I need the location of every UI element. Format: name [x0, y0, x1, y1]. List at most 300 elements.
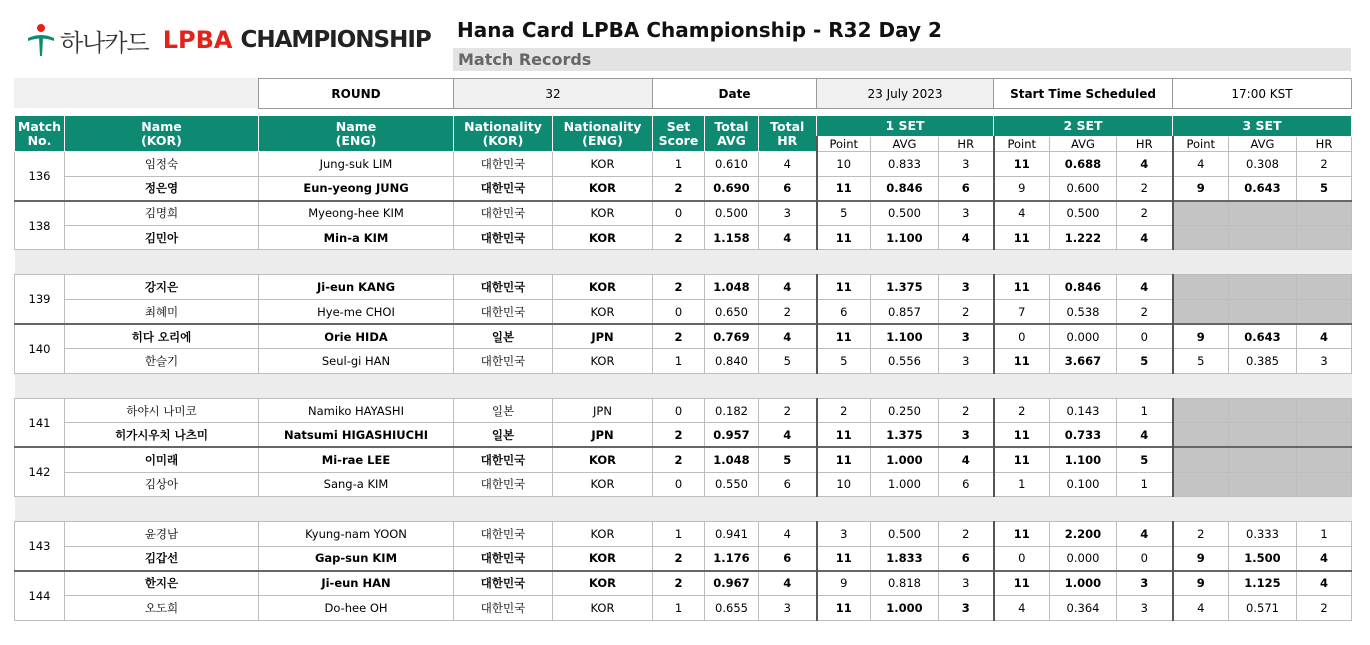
set3-avg: 1.125 — [1229, 571, 1297, 596]
logo-championship-text: CHAMPIONSHIP — [240, 27, 431, 53]
player-name-eng: Ji-eun HAN — [259, 571, 454, 596]
set2-avg: 0.733 — [1050, 423, 1117, 448]
total-avg: 1.176 — [705, 546, 759, 571]
logo-lpba-text: LPBA — [162, 26, 233, 54]
col-total-hr: Total HR — [759, 116, 817, 152]
set2-hr: 4 — [1117, 522, 1173, 547]
set1-point: 11 — [817, 225, 871, 250]
player-name-eng: Seul-gi HAN — [259, 349, 454, 374]
set2-point: 2 — [994, 398, 1050, 423]
total-hr: 2 — [759, 398, 817, 423]
total-avg: 0.655 — [705, 595, 759, 620]
total-hr: 5 — [759, 447, 817, 472]
set2-point: 4 — [994, 595, 1050, 620]
set1-avg: 1.000 — [871, 595, 939, 620]
set1-point: 2 — [817, 398, 871, 423]
set1-point: 6 — [817, 299, 871, 324]
table-row — [15, 299, 1352, 324]
total-avg: 0.957 — [705, 423, 759, 448]
nationality-kor: 대한민국 — [454, 595, 553, 620]
set2-point: 11 — [994, 349, 1050, 374]
set2-avg: 1.000 — [1050, 571, 1117, 596]
total-hr: 4 — [759, 522, 817, 547]
nationality-kor: 대한민국 — [454, 447, 553, 472]
player-name-kor: 한슬기 — [65, 349, 259, 374]
match-number: 142 — [15, 447, 65, 496]
group-separator — [15, 250, 1352, 275]
set1-point: 3 — [817, 522, 871, 547]
set2-avg: 0.500 — [1050, 201, 1117, 226]
set2-hr: 3 — [1117, 595, 1173, 620]
set1-point: 11 — [817, 546, 871, 571]
set1-avg: 0.500 — [871, 522, 939, 547]
col-total-avg: Total AVG — [705, 116, 759, 152]
set2-point: 1 — [994, 472, 1050, 497]
set2-hr: 1 — [1117, 472, 1173, 497]
set3-point: 4 — [1173, 152, 1229, 177]
player-name-kor: 김명희 — [65, 201, 259, 226]
set-score: 1 — [653, 522, 705, 547]
col-set1-hr: HR — [939, 137, 994, 152]
set3-empty-cell — [1229, 423, 1297, 448]
set3-hr: 4 — [1297, 546, 1352, 571]
set3-empty-cell — [1229, 447, 1297, 472]
set3-empty-cell — [1173, 201, 1229, 226]
set2-point: 11 — [994, 447, 1050, 472]
total-avg: 0.769 — [705, 324, 759, 349]
subtitle-bar — [453, 48, 1351, 71]
set3-avg: 0.643 — [1229, 324, 1297, 349]
total-hr: 4 — [759, 571, 817, 596]
set2-hr: 4 — [1117, 225, 1173, 250]
set2-point: 9 — [994, 176, 1050, 201]
set3-hr: 5 — [1297, 176, 1352, 201]
nationality-kor: 대한민국 — [454, 546, 553, 571]
total-avg: 0.610 — [705, 152, 759, 177]
set2-point: 11 — [994, 522, 1050, 547]
set1-hr: 3 — [939, 201, 994, 226]
player-name-eng: Natsumi HIGASHIUCHI — [259, 423, 454, 448]
set3-empty-cell — [1229, 299, 1297, 324]
nationality-kor: 일본 — [454, 324, 553, 349]
hana-logo-icon — [26, 23, 56, 57]
set3-hr: 1 — [1297, 522, 1352, 547]
start-time-label: Start Time Scheduled — [994, 79, 1173, 109]
nationality-eng: KOR — [553, 201, 653, 226]
total-hr: 6 — [759, 176, 817, 201]
set1-point: 11 — [817, 595, 871, 620]
table-row — [15, 447, 1352, 472]
total-hr: 4 — [759, 423, 817, 448]
set2-avg: 0.538 — [1050, 299, 1117, 324]
set2-hr: 0 — [1117, 546, 1173, 571]
set3-empty-cell — [1297, 225, 1352, 250]
player-name-eng: Namiko HAYASHI — [259, 398, 454, 423]
total-avg: 0.550 — [705, 472, 759, 497]
match-number: 136 — [15, 152, 65, 201]
total-hr: 3 — [759, 201, 817, 226]
table-row — [15, 472, 1352, 497]
set1-point: 10 — [817, 152, 871, 177]
col-set1-point: Point — [817, 137, 871, 152]
player-name-kor: 히다 오리에 — [65, 324, 259, 349]
set1-hr: 3 — [939, 152, 994, 177]
set-score: 2 — [653, 423, 705, 448]
set2-hr: 4 — [1117, 423, 1173, 448]
col-match-no: Match No. — [15, 116, 65, 152]
match-number: 140 — [15, 324, 65, 373]
page-title: Hana Card LPBA Championship - R32 Day 2 — [457, 18, 942, 42]
set2-point: 4 — [994, 201, 1050, 226]
table-row — [15, 201, 1352, 226]
player-name-eng: Gap-sun KIM — [259, 546, 454, 571]
total-avg: 1.158 — [705, 225, 759, 250]
set1-avg: 1.100 — [871, 225, 939, 250]
set3-empty-cell — [1173, 398, 1229, 423]
nationality-eng: JPN — [553, 324, 653, 349]
info-spacer — [14, 78, 258, 108]
nationality-eng: KOR — [553, 152, 653, 177]
set1-point: 11 — [817, 423, 871, 448]
total-hr: 4 — [759, 225, 817, 250]
set2-point: 11 — [994, 152, 1050, 177]
start-time-value: 17:00 KST — [1173, 79, 1352, 109]
nationality-kor: 대한민국 — [454, 349, 553, 374]
table-row — [15, 176, 1352, 201]
set3-empty-cell — [1297, 299, 1352, 324]
match-number: 144 — [15, 571, 65, 620]
set3-empty-cell — [1297, 472, 1352, 497]
set3-empty-cell — [1229, 225, 1297, 250]
set1-hr: 3 — [939, 595, 994, 620]
table-row — [15, 398, 1352, 423]
col-name-kor: Name (KOR) — [65, 116, 259, 152]
total-hr: 2 — [759, 299, 817, 324]
set1-hr: 4 — [939, 225, 994, 250]
player-name-kor: 정은영 — [65, 176, 259, 201]
set2-point: 0 — [994, 324, 1050, 349]
set1-hr: 2 — [939, 299, 994, 324]
player-name-eng: Myeong-hee KIM — [259, 201, 454, 226]
set1-hr: 3 — [939, 324, 994, 349]
nationality-kor: 일본 — [454, 423, 553, 448]
total-hr: 4 — [759, 152, 817, 177]
set1-avg: 0.833 — [871, 152, 939, 177]
set1-hr: 2 — [939, 398, 994, 423]
player-name-kor: 한지은 — [65, 571, 259, 596]
set2-avg: 0.688 — [1050, 152, 1117, 177]
table-row — [15, 595, 1352, 620]
total-hr: 6 — [759, 546, 817, 571]
set1-avg: 1.375 — [871, 275, 939, 300]
player-name-eng: Jung-suk LIM — [259, 152, 454, 177]
table-row — [15, 324, 1352, 349]
nationality-kor: 대한민국 — [454, 571, 553, 596]
set3-point: 9 — [1173, 324, 1229, 349]
total-hr: 6 — [759, 472, 817, 497]
player-name-eng: Mi-rae LEE — [259, 447, 454, 472]
col-set1-avg: AVG — [871, 137, 939, 152]
set3-avg: 0.571 — [1229, 595, 1297, 620]
nationality-eng: KOR — [553, 225, 653, 250]
set3-avg: 0.333 — [1229, 522, 1297, 547]
player-name-kor: 히가시우치 나츠미 — [65, 423, 259, 448]
set2-hr: 5 — [1117, 349, 1173, 374]
player-name-kor: 김민아 — [65, 225, 259, 250]
match-records-table — [14, 115, 1352, 621]
set1-hr: 3 — [939, 571, 994, 596]
set3-hr: 4 — [1297, 571, 1352, 596]
match-number: 138 — [15, 201, 65, 250]
set3-hr: 2 — [1297, 152, 1352, 177]
col-set-score: Set Score — [653, 116, 705, 152]
set3-empty-cell — [1229, 398, 1297, 423]
set3-avg: 0.385 — [1229, 349, 1297, 374]
set2-avg: 0.364 — [1050, 595, 1117, 620]
col-name-eng: Name (ENG) — [259, 116, 454, 152]
table-row — [15, 225, 1352, 250]
set1-point: 5 — [817, 201, 871, 226]
set2-hr: 5 — [1117, 447, 1173, 472]
col-nationality-kor: Nationality (KOR) — [454, 116, 553, 152]
set3-empty-cell — [1297, 447, 1352, 472]
col-set2-hr: HR — [1117, 137, 1173, 152]
player-name-eng: Orie HIDA — [259, 324, 454, 349]
set3-empty-cell — [1229, 201, 1297, 226]
nationality-kor: 대한민국 — [454, 472, 553, 497]
nationality-eng: KOR — [553, 522, 653, 547]
set3-empty-cell — [1173, 472, 1229, 497]
set2-hr: 2 — [1117, 299, 1173, 324]
set2-hr: 0 — [1117, 324, 1173, 349]
page-subtitle: Match Records — [458, 50, 592, 69]
set3-empty-cell — [1297, 423, 1352, 448]
set2-hr: 1 — [1117, 398, 1173, 423]
set2-avg: 2.200 — [1050, 522, 1117, 547]
col-set3: 3 SET — [1173, 116, 1352, 137]
group-separator — [15, 373, 1352, 398]
set3-empty-cell — [1173, 275, 1229, 300]
set1-point: 11 — [817, 447, 871, 472]
total-avg: 0.967 — [705, 571, 759, 596]
round-value: 32 — [454, 79, 653, 109]
nationality-eng: JPN — [553, 398, 653, 423]
set-score: 1 — [653, 595, 705, 620]
total-hr: 5 — [759, 349, 817, 374]
match-number: 141 — [15, 398, 65, 447]
set3-hr: 3 — [1297, 349, 1352, 374]
table-row — [15, 423, 1352, 448]
logo-hana-text: 하나카드 — [60, 28, 149, 57]
round-info-table — [258, 78, 1352, 109]
match-number: 143 — [15, 522, 65, 571]
nationality-eng: KOR — [553, 176, 653, 201]
set-score: 0 — [653, 299, 705, 324]
col-set1: 1 SET — [817, 116, 994, 137]
set2-avg: 1.100 — [1050, 447, 1117, 472]
group-separator-cell — [15, 250, 1352, 275]
set-score: 1 — [653, 349, 705, 374]
total-hr: 4 — [759, 324, 817, 349]
col-set2-point: Point — [994, 137, 1050, 152]
set2-avg: 0.000 — [1050, 324, 1117, 349]
set2-hr: 2 — [1117, 176, 1173, 201]
col-set2: 2 SET — [994, 116, 1173, 137]
player-name-eng: Ji-eun KANG — [259, 275, 454, 300]
table-row — [15, 546, 1352, 571]
player-name-kor: 하야시 나미코 — [65, 398, 259, 423]
set1-avg: 1.100 — [871, 324, 939, 349]
col-nationality-eng: Nationality (ENG) — [553, 116, 653, 152]
group-separator-cell — [15, 373, 1352, 398]
total-avg: 1.048 — [705, 447, 759, 472]
total-avg: 0.650 — [705, 299, 759, 324]
set2-point: 11 — [994, 571, 1050, 596]
total-avg: 1.048 — [705, 275, 759, 300]
set1-avg: 0.500 — [871, 201, 939, 226]
table-row — [15, 522, 1352, 547]
set2-point: 7 — [994, 299, 1050, 324]
set1-point: 10 — [817, 472, 871, 497]
set3-empty-cell — [1229, 472, 1297, 497]
player-name-kor: 김상아 — [65, 472, 259, 497]
set3-avg: 0.643 — [1229, 176, 1297, 201]
nationality-kor: 대한민국 — [454, 225, 553, 250]
set3-point: 5 — [1173, 349, 1229, 374]
set2-avg: 0.846 — [1050, 275, 1117, 300]
total-hr: 3 — [759, 595, 817, 620]
set3-empty-cell — [1229, 275, 1297, 300]
table-row — [15, 571, 1352, 596]
page-header — [0, 0, 1370, 76]
set1-point: 9 — [817, 571, 871, 596]
set3-avg: 1.500 — [1229, 546, 1297, 571]
total-avg: 0.941 — [705, 522, 759, 547]
set1-point: 11 — [817, 275, 871, 300]
set2-avg: 0.600 — [1050, 176, 1117, 201]
set3-empty-cell — [1297, 201, 1352, 226]
nationality-kor: 대한민국 — [454, 176, 553, 201]
set2-avg: 0.143 — [1050, 398, 1117, 423]
total-hr: 4 — [759, 275, 817, 300]
set2-hr: 2 — [1117, 201, 1173, 226]
set2-avg: 0.100 — [1050, 472, 1117, 497]
set2-avg: 3.667 — [1050, 349, 1117, 374]
set3-empty-cell — [1297, 398, 1352, 423]
set1-hr: 3 — [939, 349, 994, 374]
set-score: 2 — [653, 275, 705, 300]
player-name-eng: Kyung-nam YOON — [259, 522, 454, 547]
set-score: 0 — [653, 472, 705, 497]
nationality-kor: 대한민국 — [454, 299, 553, 324]
set3-point: 9 — [1173, 546, 1229, 571]
col-set2-avg: AVG — [1050, 137, 1117, 152]
set2-hr: 4 — [1117, 152, 1173, 177]
player-name-kor: 김갑선 — [65, 546, 259, 571]
set3-empty-cell — [1297, 275, 1352, 300]
player-name-kor: 임정숙 — [65, 152, 259, 177]
set-score: 0 — [653, 398, 705, 423]
group-separator — [15, 497, 1352, 522]
set2-hr: 4 — [1117, 275, 1173, 300]
set1-hr: 6 — [939, 176, 994, 201]
set3-point: 9 — [1173, 571, 1229, 596]
round-label: ROUND — [259, 79, 454, 109]
nationality-kor: 일본 — [454, 398, 553, 423]
set3-empty-cell — [1173, 447, 1229, 472]
set3-empty-cell — [1173, 423, 1229, 448]
nationality-eng: KOR — [553, 447, 653, 472]
total-avg: 0.840 — [705, 349, 759, 374]
date-label: Date — [653, 79, 817, 109]
nationality-kor: 대한민국 — [454, 152, 553, 177]
set1-avg: 1.000 — [871, 472, 939, 497]
set1-avg: 1.833 — [871, 546, 939, 571]
nationality-eng: KOR — [553, 571, 653, 596]
set3-avg: 0.308 — [1229, 152, 1297, 177]
player-name-kor: 강지은 — [65, 275, 259, 300]
player-name-eng: Sang-a KIM — [259, 472, 454, 497]
set3-hr: 2 — [1297, 595, 1352, 620]
col-set3-hr: HR — [1297, 137, 1352, 152]
set2-point: 11 — [994, 423, 1050, 448]
set1-hr: 6 — [939, 546, 994, 571]
nationality-kor: 대한민국 — [454, 522, 553, 547]
table-row — [15, 349, 1352, 374]
set2-point: 11 — [994, 225, 1050, 250]
set1-avg: 0.846 — [871, 176, 939, 201]
set2-point: 0 — [994, 546, 1050, 571]
set3-point: 9 — [1173, 176, 1229, 201]
total-avg: 0.690 — [705, 176, 759, 201]
nationality-eng: JPN — [553, 423, 653, 448]
nationality-kor: 대한민국 — [454, 201, 553, 226]
set2-hr: 3 — [1117, 571, 1173, 596]
total-avg: 0.500 — [705, 201, 759, 226]
match-records-body — [15, 152, 1352, 621]
nationality-kor: 대한민국 — [454, 275, 553, 300]
set2-avg: 1.222 — [1050, 225, 1117, 250]
nationality-eng: KOR — [553, 546, 653, 571]
player-name-kor: 이미래 — [65, 447, 259, 472]
set1-avg: 0.857 — [871, 299, 939, 324]
set1-point: 11 — [817, 324, 871, 349]
table-row — [15, 152, 1352, 177]
set3-point: 4 — [1173, 595, 1229, 620]
player-name-kor: 오도희 — [65, 595, 259, 620]
total-avg: 0.182 — [705, 398, 759, 423]
set1-avg: 0.818 — [871, 571, 939, 596]
match-number: 139 — [15, 275, 65, 324]
set3-hr: 4 — [1297, 324, 1352, 349]
set1-hr: 3 — [939, 275, 994, 300]
set1-hr: 4 — [939, 447, 994, 472]
nationality-eng: KOR — [553, 299, 653, 324]
set-score: 2 — [653, 225, 705, 250]
set1-point: 11 — [817, 176, 871, 201]
set1-hr: 3 — [939, 423, 994, 448]
nationality-eng: KOR — [553, 472, 653, 497]
player-name-kor: 윤경남 — [65, 522, 259, 547]
table-row — [15, 275, 1352, 300]
col-set3-avg: AVG — [1229, 137, 1297, 152]
group-separator-cell — [15, 497, 1352, 522]
set2-avg: 0.000 — [1050, 546, 1117, 571]
set1-avg: 0.250 — [871, 398, 939, 423]
set1-hr: 2 — [939, 522, 994, 547]
date-value: 23 July 2023 — [817, 79, 994, 109]
set1-hr: 6 — [939, 472, 994, 497]
